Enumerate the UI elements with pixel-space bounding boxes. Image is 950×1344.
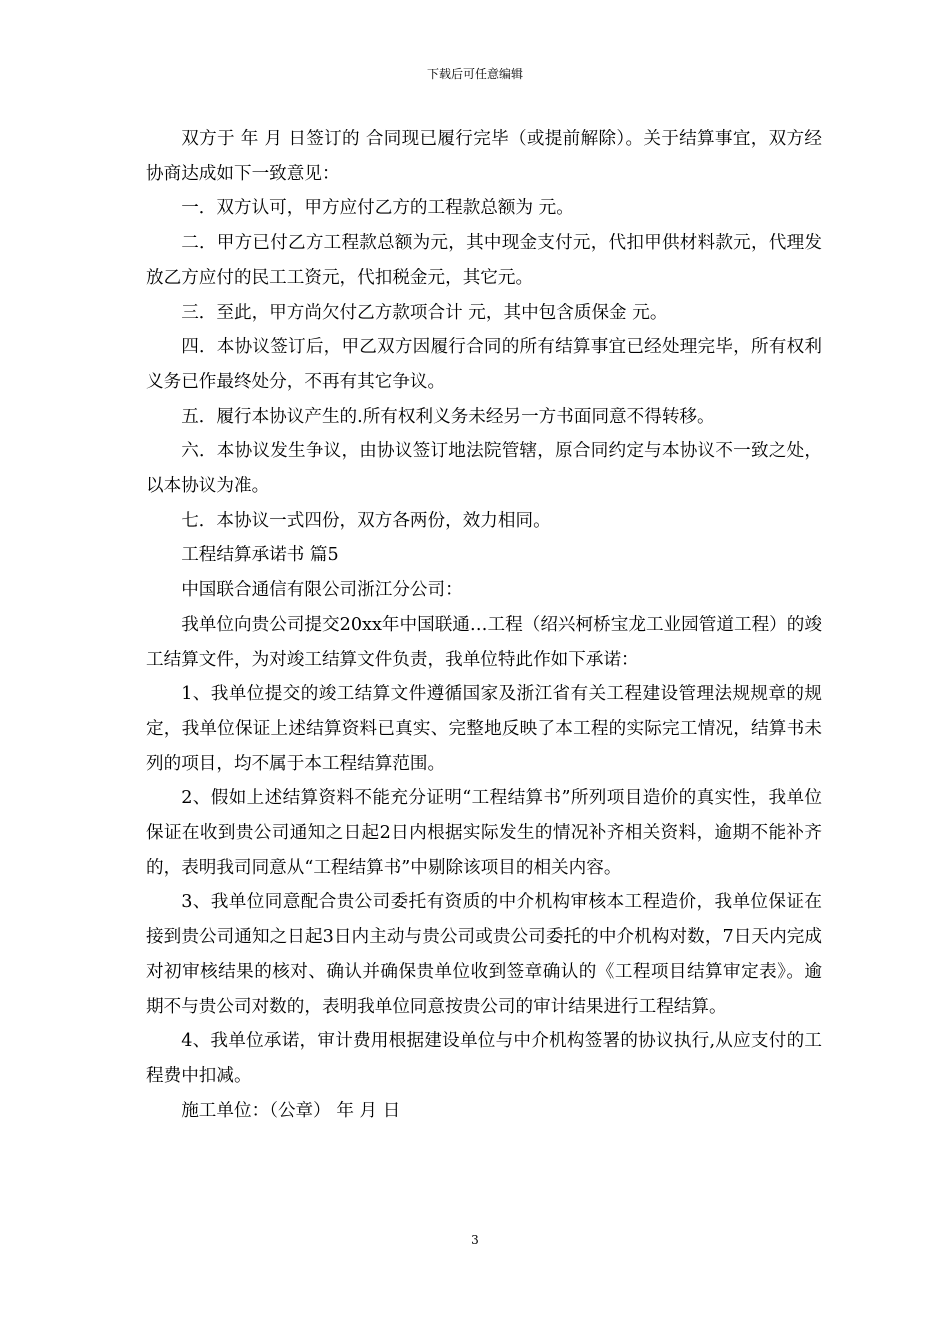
section-title: 工程结算承诺书 篇5 (181, 545, 339, 566)
document-body (146, 122, 822, 1128)
paragraph-commitment-2: 2、假如上述结算资料不能充分证明“工程结算书”所列项目造价的真实性，我单位保证在收到贵公司通知之日起2日内根据实际发生的情况补齐相关资料，逾期不能补齐的，表明我司同意从“工程结算书”中剔除该项目的相关内容。 (146, 788, 822, 878)
signature-line: 施工单位：（公章） 年 月 日 (181, 1100, 401, 1121)
paragraph-item-2: 二．甲方已付乙方工程款总额为元，其中现金支付元，代扣甲供材料款元，代理发放乙方应付的民工工资元，代扣税金元，其它元。 (146, 233, 822, 288)
paragraph-commitment-1: 1、我单位提交的竣工结算文件遵循国家及浙江省有关工程建设管理法规规章的规定，我单位保证上述结算资料已真实、完整地反映了本工程的实际完工情况，结算书未列的项目，均不属于本工程结算范围。 (146, 684, 822, 774)
page-number: 3 (471, 1233, 479, 1247)
paragraph-intro: 双方于 年 月 日签订的 合同现已履行完毕（或提前解除）。关于结算事宜，双方经协商达成如下一致意见： (146, 129, 822, 184)
addressee: 中国联合通信有限公司浙江分公司： (181, 580, 463, 601)
paragraph-item-7: 七．本协议一式四份，双方各两份，效力相同。 (181, 510, 551, 531)
paragraph-item-4: 四．本协议签订后，甲乙双方因履行合同的所有结算事宜已经处理完毕，所有权利义务已作最终处分，不再有其它争议。 (146, 337, 822, 392)
paragraph-item-1: 一．双方认可，甲方应付乙方的工程款总额为 元。 (181, 198, 574, 219)
page-header: 下载后可任意编辑 (426, 67, 523, 81)
paragraph-commitment-4: 4、我单位承诺，审计费用根据建设单位与中介机构签署的协议执行,从应支付的工程费中扣减。 (146, 1031, 822, 1086)
paragraph-commitment-intro: 我单位向贵公司提交20xx年中国联通…工程（绍兴柯桥宝龙工业园管道工程）的竣工结算文件，为对竣工结算文件负责，我单位特此作如下承诺： (146, 614, 822, 670)
paragraph-commitment-3: 3、我单位同意配合贵公司委托有资质的中介机构审核本工程造价，我单位保证在接到贵公司通知之日起3日内主动与贵公司或贵公司委托的中介机构对数，7日天内完成对初审核结果的核对、确认并确保贵单位收到签章确认的《工程项目结算审定表》。逾期不与贵公司对数的，表明我单位同意按贵公司的审计结果进行工程结算。 (146, 892, 822, 1017)
paragraph-item-3: 三．至此，甲方尚欠付乙方款项合计 元，其中包含质保金 元。 (181, 302, 668, 323)
paragraph-item-6: 六．本协议发生争议，由协议签订地法院管辖，原合同约定与本协议不一致之处，以本协议为准。 (146, 441, 822, 497)
paragraph-item-5: 五．履行本协议产生的.所有权利义务未经另一方书面同意不得转移。 (181, 406, 715, 427)
